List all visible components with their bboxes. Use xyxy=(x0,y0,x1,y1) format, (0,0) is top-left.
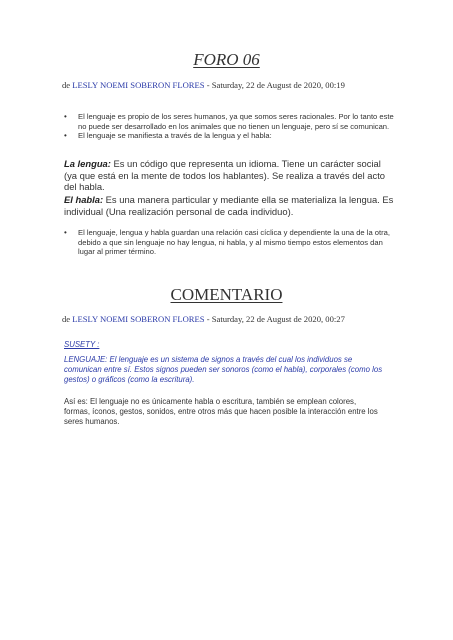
comment-byline xyxy=(62,314,345,324)
lengua-term: La lengua: xyxy=(64,158,111,169)
post-title: FORO 06 xyxy=(193,50,260,69)
post-byline xyxy=(62,80,345,90)
lengua-text: Es un código que representa un idioma. Tiene un carácter social (ya que está en la mente de todos los hablantes). Se realiza a través del acto del habla. xyxy=(64,158,386,193)
habla-text: Es una manera particular y mediante ella se materializa la lengua. Es individual (Una realización personal de cada individuo). xyxy=(64,194,394,217)
comment-date: Saturday, 22 de August de 2020, 00:27 xyxy=(211,314,345,324)
post-bullet-list-1 xyxy=(64,112,394,141)
author-link[interactable]: LESLY NOEMI SOBERON FLORES xyxy=(72,314,205,324)
comment-body: Así es: El lenguaje no es únicamente habla o escritura, también se emplean colores, formas, íconos, gestos, sonidos, entre otros más que hacen posible la interacción entre los seres humanos. xyxy=(64,397,378,426)
list-item: • El lenguaje es propio de los seres humanos, ya que somos seres racionales. Por lo tanto este no puede ser desarrollado en los animales que no tienen un lenguaje, pero sí se comunican. xyxy=(64,112,394,131)
byline-prefix: de xyxy=(62,80,71,90)
byline-separator: - xyxy=(206,314,210,324)
author-link[interactable]: LESLY NOEMI SOBERON FLORES xyxy=(72,80,205,90)
comment-salutation: SUSETY : xyxy=(64,340,100,349)
list-item: • El lenguaje, lengua y habla guardan una relación casi cíclica y dependiente la una de la otra, debido a que sin lenguaje no hay lengua, ni habla, y al mismo tiempo estos elementos dan lugar al primer término. xyxy=(64,228,394,257)
habla-term: El habla: xyxy=(64,194,104,205)
byline-prefix: de xyxy=(62,314,71,324)
lengua-paragraph xyxy=(64,158,394,193)
comment-quote: LENGUAJE: El lenguaje es un sistema de signos a través del cual los individuos se comunican entre sí. Estos signos pueden ser sonoros (como el habla), corporales (como los gestos) o gráficos (como la escritura). xyxy=(64,355,383,384)
post-bullet-list-2 xyxy=(64,228,394,257)
list-item: • El lenguaje se manifiesta a través de la lengua y el habla: xyxy=(64,131,394,141)
byline-separator: - xyxy=(206,80,210,90)
post-date: Saturday, 22 de August de 2020, 00:19 xyxy=(211,80,345,90)
comment-title: COMENTARIO xyxy=(170,285,283,304)
habla-paragraph xyxy=(64,194,394,217)
